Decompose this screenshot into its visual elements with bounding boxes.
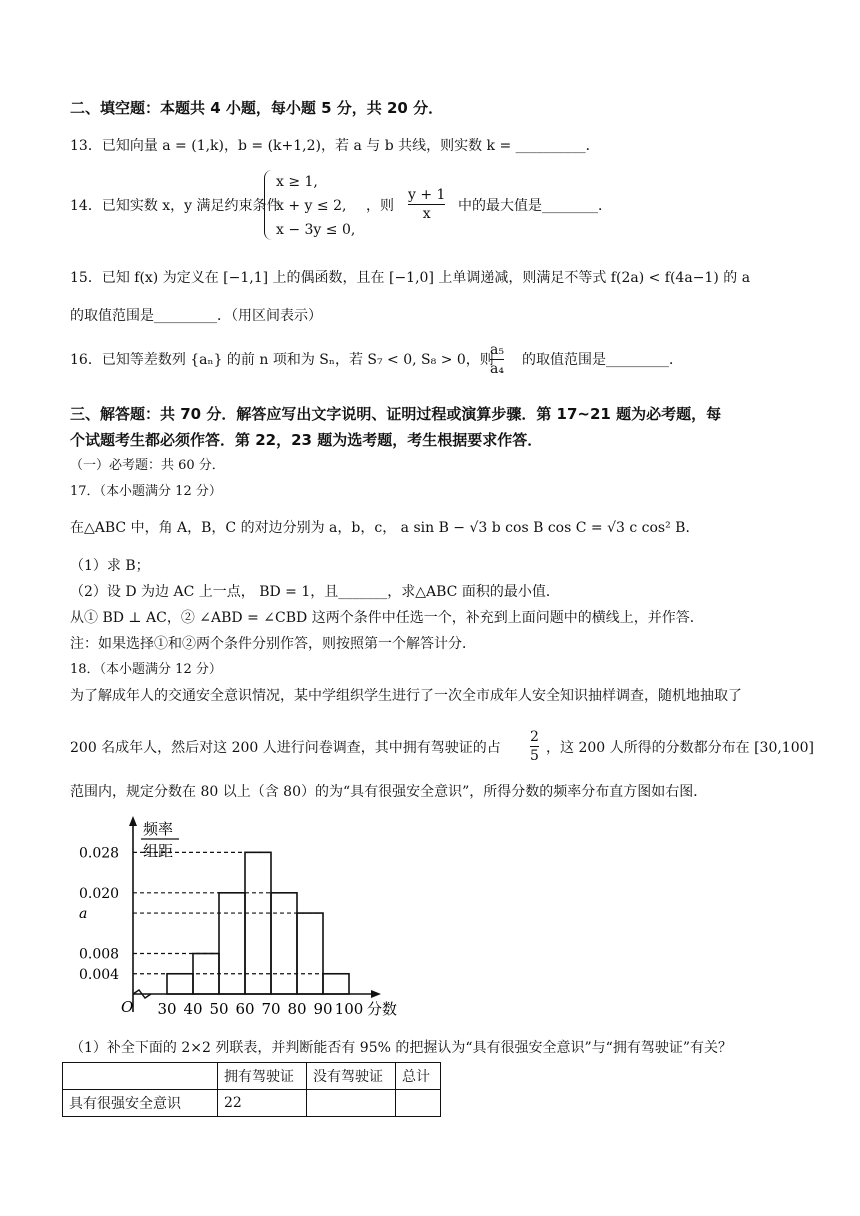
question-14-fraction	[408, 186, 445, 223]
x-tick-label: 60	[235, 1000, 255, 1018]
constraint-2: x + y ≤ 2,	[276, 198, 347, 214]
section3-heading-line2: 个试题考生都必须作答．第 22，23 题为选考题，考生根据要求作答．	[70, 431, 543, 449]
table-header-cell: 拥有驾驶证	[218, 1063, 307, 1090]
histogram-bar	[167, 974, 193, 994]
question-14-end: 中的最大值是________．	[458, 198, 612, 214]
histogram-bar	[245, 852, 271, 994]
fraction-numerator: a₅	[490, 342, 504, 358]
table-header-cell	[63, 1063, 218, 1090]
y-label-numerator: 频率	[143, 820, 174, 838]
question-17-title: 17．（本小题满分 12 分）	[70, 484, 222, 499]
x-tick-label: 70	[261, 1000, 281, 1018]
constraint-brace	[264, 170, 275, 240]
fraction-numerator: y + 1	[408, 187, 446, 203]
question-17-note: 注：如果选择①和②两个条件分别作答，则按照第一个解答计分．	[70, 636, 476, 652]
question-15-line2: 的取值范围是_________．（用区间表示）	[70, 308, 322, 324]
x-tick-label: 50	[209, 1000, 229, 1018]
histogram-bar	[271, 893, 297, 994]
y-tick-label: 0.008	[79, 946, 120, 963]
x-tick-label: 40	[183, 1000, 203, 1018]
required-part: （一）必考题：共 60 分．	[70, 458, 225, 473]
x-tick-label: 30	[157, 1000, 177, 1018]
table-header-cell: 总计	[396, 1063, 441, 1090]
table-cell: 具有很强安全意识	[63, 1090, 218, 1117]
question-16-fraction	[490, 341, 504, 378]
section2-heading: 二、填空题：本题共 4 小题，每小题 5 分，共 20 分．	[70, 99, 444, 117]
fraction-denominator: a₄	[490, 361, 504, 377]
x-axis-label: 分数	[367, 1000, 398, 1018]
table-cell	[307, 1090, 396, 1117]
histogram-bar	[219, 893, 245, 994]
question-18-line1: 为了解成年人的交通安全意识情况，某中学组织学生进行了一次全市成年人安全知识抽样调查，随机地抽取了	[70, 688, 742, 704]
y-axis-arrow	[129, 816, 137, 826]
histogram-bar	[323, 974, 349, 994]
question-18-part1: （1）补全下面的 2×2 列联表，并判断能否有 95% 的把握认为“具有很强安全意识”与“拥有驾驶证”有关？	[70, 1040, 732, 1056]
question-17-statement: 在△ABC 中，角 A，B，C 的对边分别为 a，b，c， a sin B − √3 b cos B cos C = √3 c cos² B．	[70, 520, 700, 536]
constraint-1: x ≥ 1,	[276, 174, 318, 190]
question-17-part2: （2）设 D 为边 AC 上一点， BD = 1，且_______，求△ABC 面积的最小值．	[70, 584, 560, 600]
question-18-line2-start: 200 名成年人，然后对这 200 人进行问卷调查，其中拥有驾驶证的占	[70, 740, 501, 756]
x-tick-label: 90	[313, 1000, 333, 1018]
y-tick-label: a	[79, 906, 88, 923]
fraction-denominator: x	[422, 206, 431, 222]
question-16-end: 的取值范围是_________．	[522, 352, 683, 368]
table-header-row	[63, 1063, 441, 1090]
histogram-bar	[297, 913, 323, 994]
x-tick-label: 100	[334, 1000, 364, 1018]
question-16-intro: 16．已知等差数列 {aₙ} 的前 n 项和为 Sₙ，若 S₇ < 0, S₈ > 0，则	[70, 352, 494, 368]
origin-label: O	[121, 998, 134, 1016]
table-row	[63, 1090, 441, 1117]
question-17-part1: （1）求 B；	[70, 558, 150, 574]
table-cell	[396, 1090, 441, 1117]
table-cell: 22	[218, 1090, 307, 1117]
question-14-mid: ，则	[366, 198, 394, 214]
y-tick-label: 0.020	[79, 885, 120, 902]
contingency-table	[62, 1062, 441, 1117]
constraint-3: x − 3y ≤ 0,	[276, 222, 356, 238]
y-label-denominator: 组距	[143, 842, 174, 860]
y-tick-label: 0.028	[79, 845, 120, 862]
x-tick-label: 80	[287, 1000, 307, 1018]
table-header-cell: 没有驾驶证	[307, 1063, 396, 1090]
question-18-line3: 范围内，规定分数在 80 以上（含 80）的为“具有很强安全意识”，所得分数的频率分布直方图如右图．	[70, 784, 708, 800]
fraction-numerator: 2	[530, 729, 539, 745]
y-tick-label: 0.004	[79, 966, 120, 983]
x-axis-arrow	[371, 990, 381, 998]
fraction-denominator: 5	[530, 748, 539, 764]
question-18-fraction	[530, 728, 539, 765]
frequency-histogram	[75, 812, 435, 1032]
section3-heading-line1: 三、解答题：共 70 分．解答应写出文字说明、证明过程或演算步骤．第 17~21 题为必考题，每	[70, 405, 722, 423]
question-15-line1: 15．已知 f(x) 为定义在 [−1,1] 上的偶函数，且在 [−1,0] 上单调递减，则满足不等式 f(2a) < f(4a−1) 的 a	[70, 270, 751, 286]
question-13: 13．已知向量 a = (1,k)，b = (k+1,2)，若 a 与 b 共线，则实数 k = __________．	[70, 138, 600, 154]
question-18-line2-end: ，这 200 人所得的分数都分布在 [30,100]	[546, 740, 814, 756]
question-14-intro: 14．已知实数 x，y 满足约束条件	[70, 198, 281, 214]
question-18-title: 18．（本小题满分 12 分）	[70, 662, 222, 677]
question-17-conditions: 从① BD ⊥ AC，② ∠ABD = ∠CBD 这两个条件中任选一个，补充到上面问题中的横线上，并作答．	[70, 610, 704, 626]
